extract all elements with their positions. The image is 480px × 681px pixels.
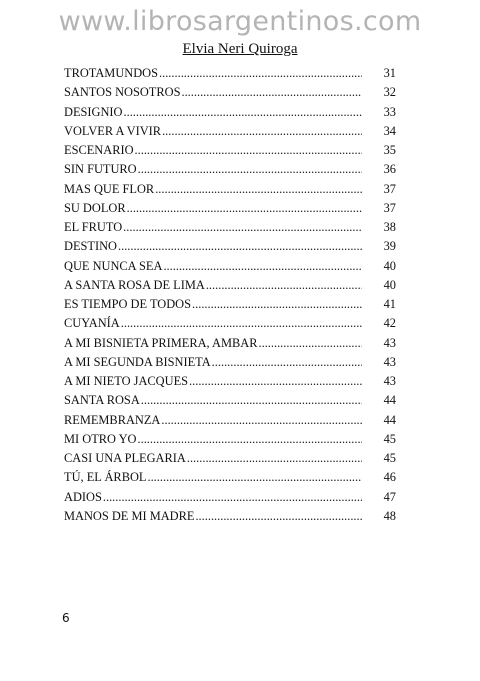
toc-entry-title: ESCENARIO: [64, 143, 134, 157]
toc-entry-title: CASI UNA PLEGARIA: [64, 451, 186, 465]
dot-leader: [259, 334, 363, 353]
toc-entry: [64, 237, 396, 256]
dot-leader: [159, 64, 362, 83]
toc-entry-title: EL FRUTO: [64, 220, 123, 234]
toc-entry-page: 44: [383, 412, 396, 427]
toc-entry-title: A MI BISNIETA PRIMERA, AMBAR: [64, 335, 258, 350]
toc-entry-page: 38: [383, 220, 396, 234]
toc-entry: [64, 507, 396, 526]
toc-entry-page: 45: [383, 431, 396, 446]
dot-leader: [212, 353, 362, 372]
dot-leader: [195, 507, 362, 526]
toc-entry-page: 40: [383, 277, 396, 292]
toc-entry: [64, 314, 396, 333]
toc-entry-title: MAS QUE FLOR: [64, 181, 155, 196]
toc-entry-page: 37: [383, 200, 396, 215]
toc-entry: [64, 411, 396, 430]
toc-entry: [64, 122, 396, 141]
toc-entry-page: 47: [383, 489, 396, 504]
dot-leader: [124, 103, 362, 122]
dot-leader: [141, 391, 362, 410]
toc-entry-page: 43: [383, 374, 396, 388]
toc-entry-page: 34: [383, 123, 396, 138]
toc-entry-title: TROTAMUNDOS: [64, 66, 159, 80]
toc-entry-title: ES TIEMPO DE TODOS: [64, 297, 192, 311]
toc-entry: [64, 276, 396, 295]
toc-entry-page: 31: [383, 66, 396, 80]
page-number: 6: [62, 611, 70, 625]
toc-entry: [64, 83, 396, 102]
dot-leader: [192, 295, 362, 314]
toc-entry: [64, 199, 396, 218]
toc-entry-title: A MI SEGUNDA BISNIETA: [64, 354, 211, 369]
toc-entry-title: QUE NUNCA SEA: [64, 258, 163, 273]
toc-entry-page: 32: [383, 85, 396, 100]
toc-entry: [64, 160, 396, 179]
toc-entry-title: ADIOS: [64, 489, 102, 504]
toc-entry-title: REMEMBRANZA: [64, 412, 161, 427]
toc-entry: [64, 218, 396, 237]
toc-entry-title: TÚ, EL ÁRBOL: [64, 470, 147, 485]
toc-entry: [64, 468, 396, 487]
toc-entry-title: A SANTA ROSA DE LIMA: [64, 277, 205, 292]
toc-entry-title: SU DOLOR: [64, 200, 126, 215]
toc-entry: [64, 180, 396, 199]
dot-leader: [189, 372, 362, 391]
table-of-contents: [64, 64, 396, 526]
toc-entry-page: 46: [383, 470, 396, 485]
toc-entry: [64, 103, 396, 122]
dot-leader: [127, 199, 362, 218]
toc-entry-page: 33: [383, 104, 396, 119]
toc-entry-page: 35: [383, 143, 396, 157]
toc-entry-title: SANTOS NOSOTROS: [64, 85, 181, 100]
watermark: www.librosargentinos.com: [58, 6, 422, 37]
dot-leader: [163, 257, 362, 276]
dot-leader: [162, 122, 362, 141]
toc-entry-page: 43: [383, 335, 396, 350]
dot-leader: [155, 180, 362, 199]
toc-entry-page: 39: [383, 239, 396, 254]
toc-entry-title: DESIGNIO: [64, 104, 123, 119]
toc-entry: [64, 430, 396, 449]
toc-entry: [64, 334, 396, 353]
author-header: Elvia Neri Quiroga: [182, 41, 298, 57]
toc-entry: [64, 488, 396, 507]
toc-entry-title: SIN FUTURO: [64, 162, 137, 177]
toc-entry: [64, 372, 396, 391]
toc-entry-title: DESTINO: [64, 239, 117, 254]
dot-leader: [187, 449, 362, 468]
dot-leader: [118, 237, 362, 256]
toc-entry: [64, 257, 396, 276]
toc-entry-page: 42: [383, 316, 396, 331]
toc-entry-page: 44: [383, 393, 396, 408]
dot-leader: [147, 468, 362, 487]
toc-entry-page: 48: [383, 508, 396, 523]
dot-leader: [123, 218, 362, 237]
toc-entry: [64, 353, 396, 372]
toc-entry-title: A MI NIETO JACQUES: [64, 374, 189, 388]
toc-entry-title: MANOS DE MI MADRE: [64, 508, 195, 523]
toc-entry-title: SANTA ROSA: [64, 393, 140, 408]
toc-entry-title: VOLVER A VIVIR: [64, 123, 162, 138]
dot-leader: [138, 160, 362, 179]
toc-entry-page: 40: [383, 258, 396, 273]
toc-entry-page: 41: [383, 297, 396, 311]
toc-entry-page: 37: [383, 181, 396, 196]
toc-entry-page: 45: [383, 451, 396, 465]
toc-entry: [64, 391, 396, 410]
dot-leader: [161, 411, 362, 430]
toc-entry-page: 36: [383, 162, 396, 177]
dot-leader: [138, 430, 362, 449]
dot-leader: [181, 83, 362, 102]
dot-leader: [135, 141, 362, 160]
dot-leader: [103, 488, 362, 507]
dot-leader: [206, 276, 362, 295]
toc-entry-title: MI OTRO YO: [64, 431, 137, 446]
dot-leader: [121, 314, 362, 333]
toc-entry: [64, 141, 396, 160]
toc-entry: [64, 449, 396, 468]
toc-entry-title: CUYANÍA: [64, 316, 120, 331]
toc-entry: [64, 64, 396, 83]
toc-entry-page: 43: [383, 354, 396, 369]
toc-entry: [64, 295, 396, 314]
